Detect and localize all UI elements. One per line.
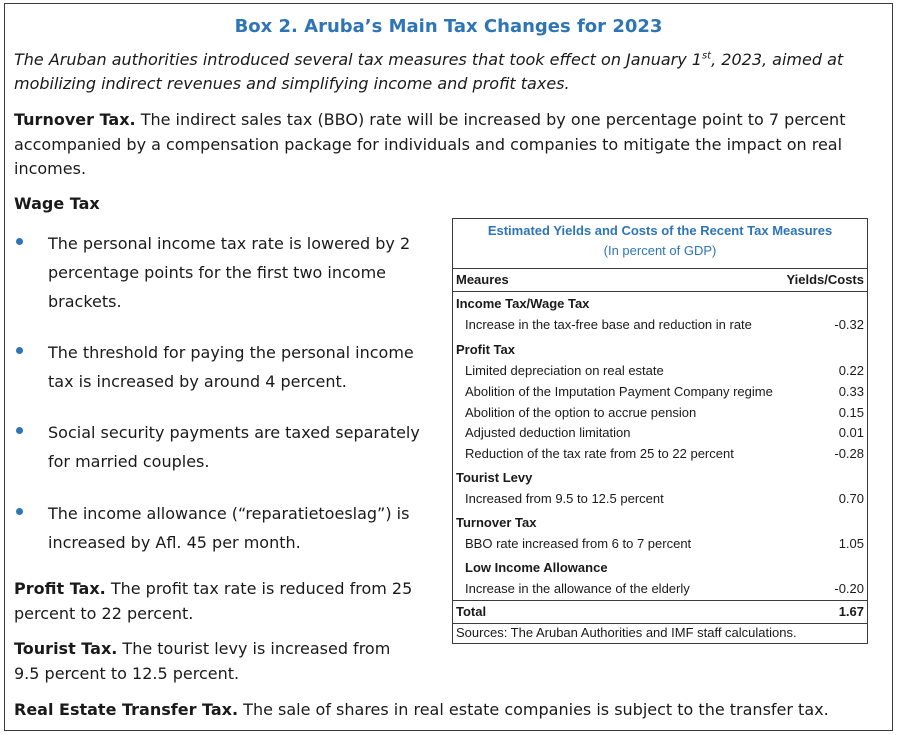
wage-heading: Wage Tax: [14, 194, 100, 213]
section-heading: Low Income Allowance: [465, 560, 608, 575]
realestate-paragraph: [14, 698, 874, 723]
table-row: [453, 361, 867, 381]
profit-paragraph: [14, 577, 414, 626]
row-label: Abolition of the Imputation Payment Company regime: [465, 384, 773, 399]
table-row: [453, 382, 867, 402]
tourist-heading: Tourist Tax.: [14, 639, 118, 658]
table-total-row: [453, 600, 867, 624]
realestate-text: The sale of shares in real estate companies is subject to the transfer tax.: [238, 700, 829, 719]
box-title: Box 2. Aruba’s Main Tax Changes for 2023: [234, 16, 663, 37]
table-row: [453, 423, 867, 443]
table-row: [453, 489, 867, 509]
row-label: Reduction of the tax rate from 25 to 22 percent: [465, 446, 734, 461]
table-row: [453, 403, 867, 423]
row-value: 0.01: [838, 425, 864, 440]
table-subtitle: (In percent of GDP): [603, 243, 717, 258]
table-row: [453, 444, 867, 464]
section-heading: Income Tax/Wage Tax: [456, 296, 590, 311]
row-label: Increased from 9.5 to 12.5 percent: [465, 491, 664, 506]
turnover-heading: Turnover Tax.: [14, 110, 136, 129]
section-heading: Profit Tax: [456, 342, 515, 357]
table-row: [453, 534, 867, 554]
row-value: -0.28: [834, 446, 864, 461]
wage-bullet-3: [14, 418, 424, 476]
intro-paragraph: [14, 48, 874, 96]
row-value: 0.22: [838, 363, 864, 378]
row-value: 0.33: [838, 384, 864, 399]
column-header-value: Yields/Costs: [786, 272, 864, 287]
tourist-text: The tourist levy is increased from 9.5 percent to 12.5 percent.: [14, 639, 391, 683]
column-header-measure: Meaures: [456, 272, 509, 287]
row-value: -0.32: [834, 317, 864, 332]
wage-bullet-1: [14, 229, 424, 316]
bullet-dot: [16, 508, 23, 515]
table-source-note: Sources: The Aruban Authorities and IMF staff calculations.: [456, 625, 797, 640]
table-row: [453, 579, 867, 599]
row-value: 0.70: [838, 491, 864, 506]
table-title: Estimated Yields and Costs of the Recent Tax Measures: [487, 223, 833, 238]
total-value: 1.67: [838, 604, 864, 619]
turnover-text: The indirect sales tax (BBO) rate will be increased by one percentage point to 7 percent accompanied by a compensation package for individuals and companies to mitigate the impact on real incomes.: [14, 110, 846, 178]
wage-bullet-2: [14, 338, 424, 396]
profit-heading: Profit Tax.: [14, 579, 106, 598]
bullet-dot: [16, 347, 23, 354]
row-value: 1.05: [838, 536, 864, 551]
row-value: -0.20: [834, 581, 864, 596]
intro-text-end: , 2023, aimed at mobilizing indirect revenues and simplifying income and profit taxes.: [14, 50, 844, 93]
intro-text-start: The Aruban authorities introduced several tax measures that took effect on January 1: [14, 50, 702, 69]
wage-bullet-text: The income allowance (“reparatietoeslag”) is increased by Afl. 45 per month.: [48, 504, 410, 552]
bullet-dot: [16, 427, 23, 434]
section-heading: Turnover Tax: [456, 515, 537, 530]
tax-yields-table: [452, 218, 868, 644]
wage-bullet-text: The personal income tax rate is lowered by 2 percentage points for the first two income brackets.: [48, 234, 411, 311]
realestate-heading: Real Estate Transfer Tax.: [14, 700, 239, 719]
profit-text: The profit tax rate is reduced from 25 percent to 22 percent.: [14, 579, 413, 623]
turnover-paragraph: [14, 108, 874, 182]
section-heading: Tourist Levy: [456, 470, 533, 485]
table-header: [453, 268, 867, 292]
total-label: Total: [456, 604, 487, 619]
table-row: [453, 315, 867, 335]
tourist-paragraph: [14, 637, 419, 686]
bullet-dot: [16, 238, 23, 245]
row-label: Increase in the tax-free base and reduction in rate: [465, 317, 752, 332]
wage-bullet-text: The threshold for paying the personal income tax is increased by around 4 percent.: [48, 343, 414, 391]
row-label: Increase in the allowance of the elderly: [465, 581, 690, 596]
row-value: 0.15: [838, 405, 864, 420]
row-label: Adjusted deduction limitation: [465, 425, 631, 440]
wage-bullet-4: [14, 499, 424, 557]
intro-superscript: st: [701, 50, 712, 62]
wage-bullet-text: Social security payments are taxed separately for married couples.: [48, 423, 420, 471]
row-label: BBO rate increased from 6 to 7 percent: [465, 536, 692, 551]
row-label: Limited depreciation on real estate: [465, 363, 664, 378]
row-label: Abolition of the option to accrue pension: [465, 405, 697, 420]
